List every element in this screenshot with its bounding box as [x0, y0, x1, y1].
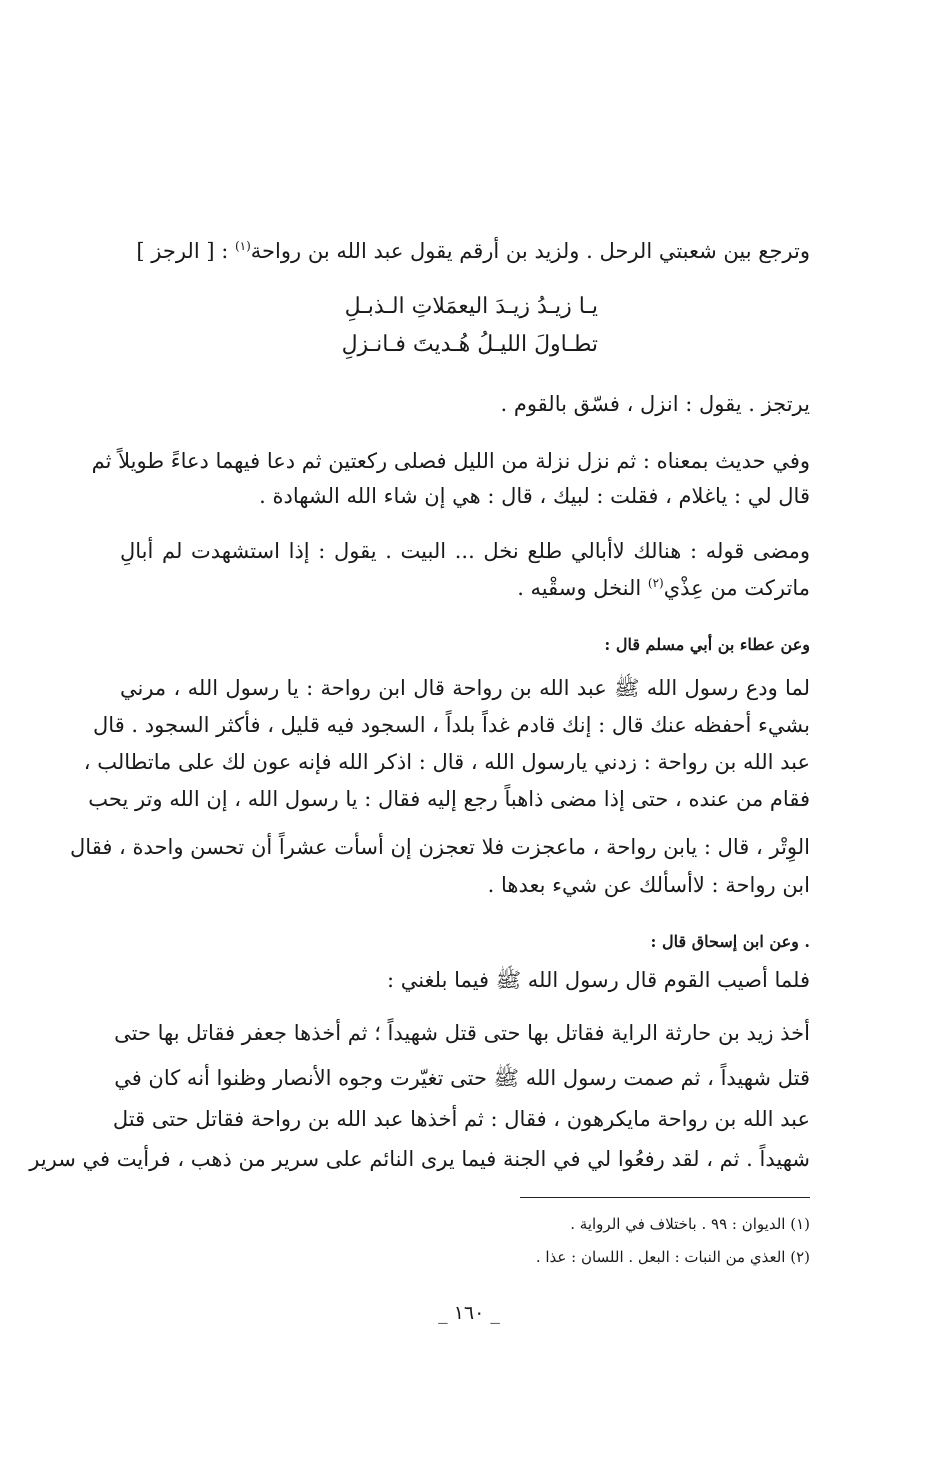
verse-line-1: يـا زيـدُ زيـدَ اليعمَلاتِ الـذبـلِ — [344, 294, 598, 319]
intro-line — [120, 236, 810, 266]
footnote-ref-2: (٢) — [647, 576, 664, 590]
ata-line-2: بشيء أحفظه عنك قال : إنك قادم غداً بلداً ، السجود فيه قليل ، فأكثر السجود . قال — [93, 713, 810, 737]
footnote-1: (١) الديوان : ٩٩ . باختلاف في الرواية . — [570, 1215, 810, 1233]
hadith-line-2: قال لي : ياغلام ، فقلت : لبيك ، قال : هي إن شاء الله الشهادة . — [259, 484, 810, 508]
footnote-separator — [520, 1197, 810, 1198]
madi-line-1: ومضى قوله : هنالك لاأبالي طلع نخل ... البيت . يقول : إذا استشهدت لم أبالِ — [120, 539, 810, 563]
ata-line-1: لما ودع رسول الله ﷺ عبد الله بن رواحة قال ابن رواحة : يا رسول الله ، مرني — [120, 676, 810, 700]
final-line-2: قتل شهيداً ، ثم صمت رسول الله ﷺ حتى تغيّرت وجوه الأنصار وظنوا أنه كان في — [114, 1066, 810, 1090]
intro-text: وترجع بين شعبتي الرحل . ولزيد بن أرقم يقول عبد الله بن رواحة — [250, 239, 810, 263]
footnote-2: (٢) العذي من النبات : البعل . اللسان : عذا . — [535, 1248, 810, 1266]
page-number: _ ١٦٠ _ — [438, 1302, 500, 1324]
final-line-4: شهيداً . ثم ، لقد رفعُوا لي في الجنة فيما يرى النائم على سرير من ذهب ، فرأيت في سرير — [29, 1147, 810, 1171]
ata-line-3: عبد الله بن رواحة : زدني يارسول الله ، قال : اذكر الله فإنه عون لك على ماتطالب ، — [83, 750, 810, 774]
ata-line-6: ابن رواحة : لاأسألك عن شيء بعدها . — [487, 873, 810, 897]
paragraph-yartajiz: يرتجز . يقول : انزل ، فسّق بالقوم . — [500, 392, 810, 416]
ishaq-intro: فلما أصيب القوم قال رسول الله ﷺ فيما بلغني : — [386, 968, 810, 992]
madi-tail: النخل وسقْيه . — [517, 576, 642, 600]
heading-ishaq: . وعن ابن إسحاق قال : — [650, 932, 810, 951]
madi-line-2 — [120, 573, 810, 603]
final-line-3: عبد الله بن رواحة مايكرهون ، فقال : ثم أخذها عبد الله بن رواحة فقاتل حتى قتل — [112, 1107, 810, 1131]
verse-line-2: تطـاولَ الليـلُ هُـديتَ فـانـزلِ — [341, 332, 598, 357]
hadith-line-1: وفي حديث بمعناه : ثم نزل نزلة من الليل فصلى ركعتين ثم دعا فيهما دعاءً طويلاً ثم — [91, 449, 810, 473]
ata-line-5: الوِتْر ، قال : يابن رواحة ، ماعجزت فلا تعجزن إن أسأت عشراً أن تحسن واحدة ، فقال — [70, 835, 810, 859]
final-line-1: أخذ زيد بن حارثة الراية فقاتل بها حتى قتل شهيداً ؛ ثم أخذها جعفر فقاتل بها حتى — [114, 1021, 810, 1045]
madi-text: ماتركت من عِذْي — [663, 576, 810, 600]
ata-line-4: فقام من عنده ، حتى إذا مضى ذاهباً رجع إليه فقال : يا رسول الله ، إن الله وتر يحب — [88, 787, 810, 811]
meter-label: : [ الرجز ] — [136, 239, 229, 263]
footnote-ref-1: (١) — [234, 239, 251, 253]
heading-ata: وعن عطاء بن أبي مسلم قال : — [604, 635, 810, 654]
